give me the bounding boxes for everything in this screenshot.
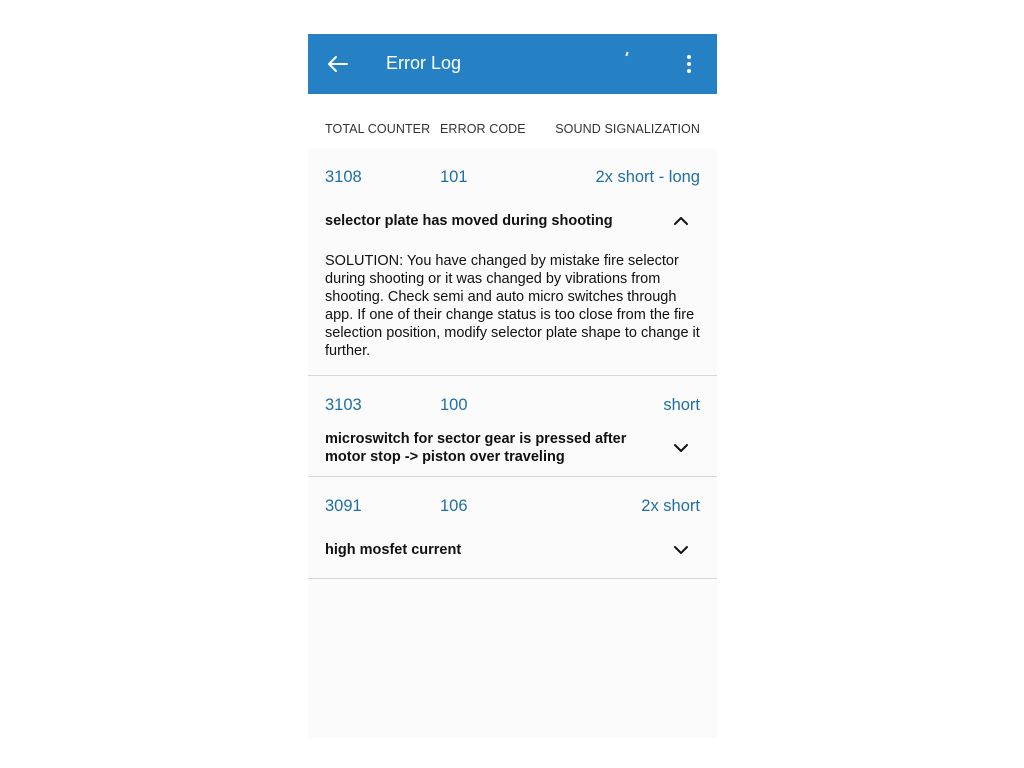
chevron-down-icon[interactable] [671,438,691,458]
chevron-down-icon[interactable] [671,540,691,560]
total-counter-value: 3091 [325,497,362,515]
error-entry[interactable] [308,148,717,376]
error-title: microswitch for sector gear is pressed after motor stop -> piston over traveling [325,431,627,465]
error-code-value: 100 [440,396,468,414]
error-code-value: 106 [440,497,468,515]
sound-signalization-value: 2x short - long [595,168,700,186]
error-title-row[interactable] [308,430,717,466]
error-title-row[interactable] [308,541,717,559]
error-entry[interactable] [308,376,717,477]
total-counter-value: 3103 [325,396,362,414]
app-bar [308,34,717,94]
header-error-code: ERROR CODE [440,122,526,136]
back-button[interactable] [322,48,354,80]
error-code-value: 101 [440,168,468,186]
sound-signalization-value: short [663,396,700,414]
page-title: Error Log [386,53,462,73]
app-screen [308,34,717,738]
header-total-counter: TOTAL COUNTER [325,122,431,136]
arrow-left-icon [326,52,350,76]
error-entry-values [308,168,717,188]
error-entry-values [308,396,717,416]
status-mark [625,52,628,56]
more-vertical-icon-dot [687,69,691,73]
error-solution: SOLUTION: You have changed by mistake fire selector during shooting or it was changed by vibrations from shooting. Check semi and auto micro switches through app. If one of their change status is too close from the fire selection position, modify selector plate shape to change it further. [325,253,700,359]
sound-signalization-value: 2x short [641,497,700,515]
chevron-up-icon[interactable] [671,211,691,231]
more-vertical-icon [687,55,691,59]
error-entry-values [308,497,717,517]
error-title-row[interactable] [308,212,717,230]
error-title: high mosfet current [325,542,462,558]
more-vertical-icon-dot [687,62,691,66]
error-title: selector plate has moved during shooting [325,213,613,229]
header-sound-signalization: SOUND SIGNALIZATION [555,122,700,136]
more-options-button[interactable] [677,48,701,80]
total-counter-value: 3108 [325,168,362,186]
column-header [308,94,717,148]
error-entry[interactable] [308,477,717,579]
